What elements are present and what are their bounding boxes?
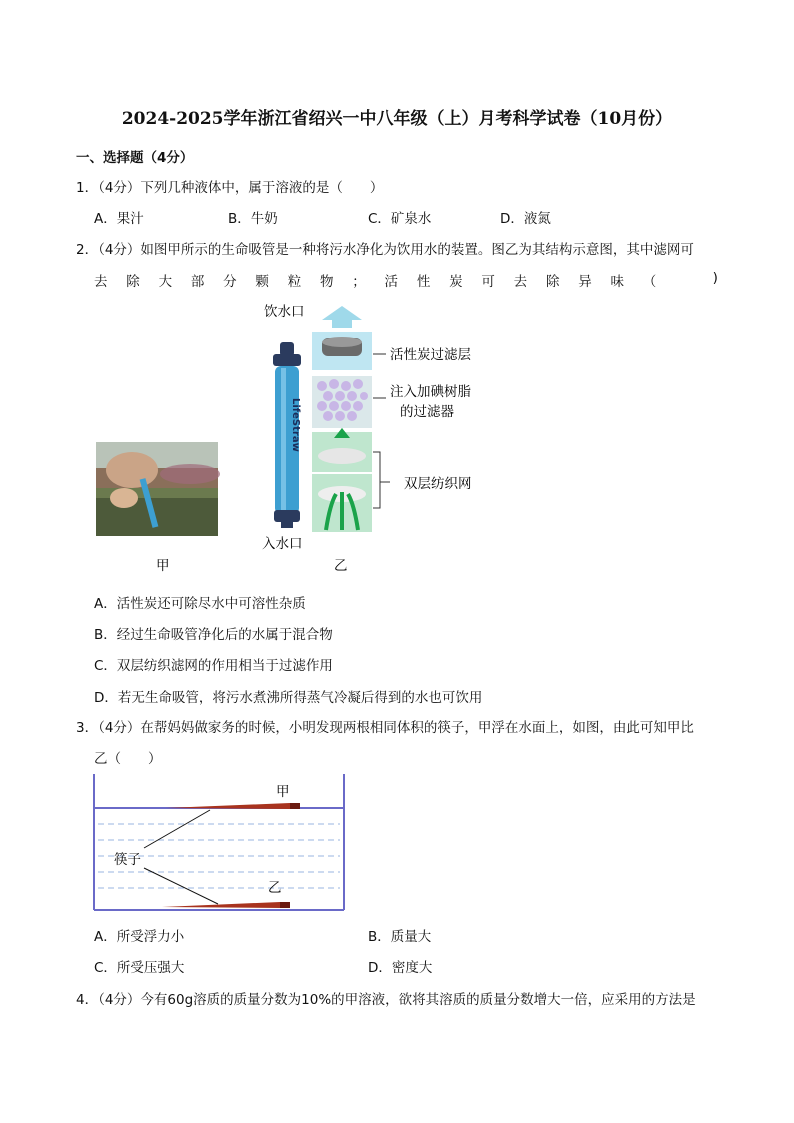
q2-char: 颗: [255, 274, 269, 290]
q1-option-b: B．牛奶: [228, 211, 278, 227]
q2-char: 炭: [449, 274, 463, 290]
q2-char: 异: [578, 274, 592, 290]
figure-jia-label: 甲: [156, 558, 170, 574]
q2-char: 性: [416, 274, 431, 290]
filter-diagram: [312, 306, 390, 532]
q4-stem: 4．（4分）今有60g溶质的质量分数为10%的甲溶液，欲将其溶质的质量分数增大一倍，应采用的方法是: [76, 992, 696, 1008]
q3-option-b: B．质量大: [368, 929, 432, 945]
resin-label-1: 注入加碘树脂: [390, 384, 471, 400]
q2-char: 味: [610, 274, 624, 290]
q2-char: ；: [352, 274, 366, 290]
q2-char: 去: [513, 274, 528, 290]
q1-option-a: A．果汁: [94, 211, 144, 227]
q3-option-c: C．所受压强大: [94, 960, 185, 976]
page-title: 2024-2025学年浙江省绍兴一中八年级（上）月考科学试卷（10月份）: [121, 109, 673, 129]
q2-char: ): [712, 270, 718, 286]
carbon-layer-label: 活性炭过滤层: [390, 347, 471, 363]
q2-stem-line1: 2．（4分）如图甲所示的生命吸管是一种将污水净化为饮用水的装置。图乙为其结构示意图，其中滤网可: [76, 242, 694, 258]
q3-option-d: D．密度大: [368, 960, 433, 976]
chopsticks-label: 筷子: [114, 852, 141, 868]
q2-char: 除: [126, 274, 140, 290]
outlet-label: 饮水口: [264, 304, 305, 320]
chopstick-jia: [166, 803, 290, 809]
q2-option-d: D．若无生命吸管，将污水煮沸所得蒸气冷凝后得到的水也可饮用: [94, 690, 483, 706]
q1-option-c: C．矿泉水: [368, 211, 432, 227]
q2-option-b: B．经过生命吸管净化后的水属于混合物: [94, 627, 333, 643]
q3-figure: [90, 772, 352, 914]
q2-figure: [90, 298, 510, 580]
q3-stem-line1: 3．（4分）在帮妈妈做家务的时候，小明发现两根相同体积的筷子，甲浮在水面上，如图，由此可知甲比: [76, 720, 694, 736]
q2-char: 物: [319, 274, 334, 290]
q1-option-d: D．液氮: [500, 211, 551, 227]
q2-char: 部: [190, 274, 205, 290]
q2-char: 分: [223, 274, 237, 290]
q2-char: 可: [481, 274, 495, 290]
q2-stem-line2: [94, 270, 718, 290]
chopstick-yi: [162, 902, 280, 908]
q2-char: 除: [545, 274, 560, 290]
q2-char: 活: [384, 274, 399, 290]
q2-option-a: A．活性炭还可除尽水中可溶性杂质: [94, 596, 306, 612]
tube-brand: LifeStraw: [290, 398, 301, 452]
q2-char: 大: [158, 274, 173, 290]
inlet-label: 入水口: [262, 536, 303, 552]
fig-yi-label: 乙: [268, 880, 282, 896]
mesh-label: 双层纺织网: [404, 476, 472, 492]
q2-option-c: C．双层纺织滤网的作用相当于过滤作用: [94, 658, 333, 674]
resin-label-2: 的过滤器: [400, 404, 454, 420]
fig-jia-label: 甲: [276, 784, 290, 800]
q2-char: （: [642, 274, 657, 290]
q3-option-a: A．所受浮力小: [94, 929, 185, 945]
q2-char: 去: [94, 274, 108, 290]
q2-char: 粒: [287, 274, 302, 290]
q3-stem-line2: 乙（ ）: [94, 751, 162, 767]
photo-jia: [96, 442, 220, 536]
life-straw-tube: [273, 342, 301, 528]
figure-yi-label: 乙: [334, 558, 348, 574]
section-heading: 一、选择题（4分）: [76, 150, 194, 166]
q1-stem: 1．（4分）下列几种液体中，属于溶液的是（ ）: [76, 180, 384, 196]
